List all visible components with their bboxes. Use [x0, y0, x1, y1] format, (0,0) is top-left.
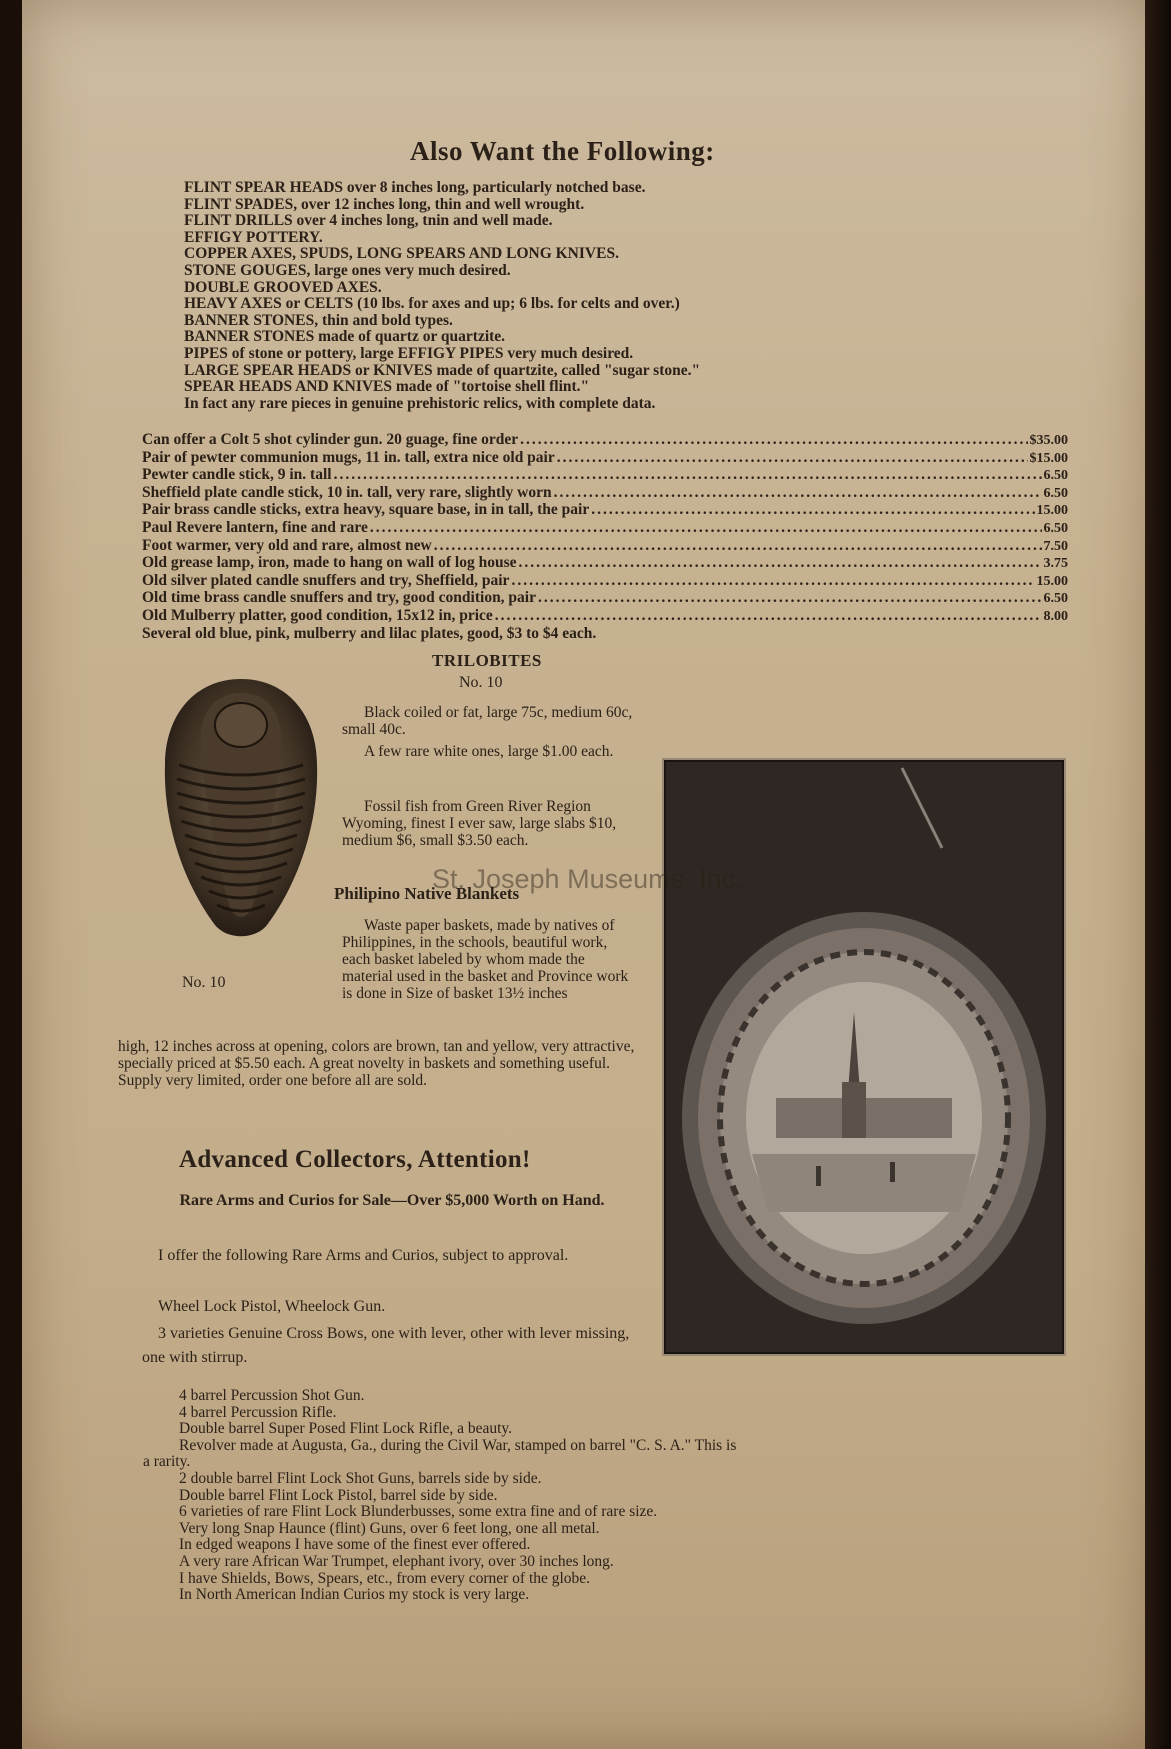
offer-row [142, 538, 1068, 556]
offer-row [142, 485, 1068, 503]
offer-text: Several old blue, pink, mulberry and lilac plates, good, $3 to $4 each. [142, 624, 597, 642]
trilobites-number: No. 10 [459, 674, 503, 691]
catalog-page [22, 0, 1147, 1749]
arms-item: In edged weapons I have some of the finest ever offered. [179, 1536, 531, 1554]
want-item: In fact any rare pieces in genuine prehistoric relics, with complete data. [184, 394, 656, 412]
offer-list [142, 432, 1068, 642]
offer-price: 6.50 [1043, 591, 1068, 607]
arms-list [143, 1387, 1079, 1604]
advanced-collectors-heading: Advanced Collectors, Attention! [179, 1146, 531, 1173]
trilobite-fossil-image [157, 675, 325, 943]
arms-item: In North American Indian Curios my stock is very large. [179, 1586, 530, 1604]
arms-item: a rarity. [143, 1453, 191, 1471]
arms-item: Revolver made at Augusta, Ga., during the Civil War, stamped on barrel "C. S. A." This is [179, 1436, 737, 1454]
trilobites-price-text: Black coiled or fat, large 75c, medium 60c, small 40c. [342, 704, 633, 738]
arms-item: 4 barrel Percussion Rifle. [179, 1403, 337, 1421]
offer-row [142, 626, 1068, 643]
offer-price: 3.75 [1043, 556, 1068, 572]
philipino-text-continued: high, 12 inches across at opening, colors are brown, tan and yellow, very attractive, specially priced at $5.50 each. A great novelty in baskets and something useful. Supply very limited, order one before all are sold. [118, 1038, 635, 1089]
offer-text: Old time brass candle snuffers and try, good condition, pair [142, 589, 536, 607]
wheel-lock-text: Wheel Lock Pistol, Wheelock Gun. [158, 1298, 386, 1315]
arms-item: 4 barrel Percussion Shot Gun. [179, 1387, 365, 1404]
offer-row [142, 520, 1068, 538]
want-item: PIPES of stone or pottery, large EFFIGY PIPES very much desired. [184, 344, 634, 362]
offer-price: 6.50 [1043, 468, 1068, 484]
arms-item: I have Shields, Bows, Spears, etc., from every corner of the globe. [179, 1569, 591, 1587]
offer-row [142, 450, 1068, 468]
offer-text: Pewter candle stick, 9 in. tall [142, 466, 332, 484]
offer-row [142, 573, 1068, 591]
offer-price: 8.00 [1043, 608, 1068, 624]
offer-row [142, 432, 1068, 450]
offer-text: Pair brass candle sticks, extra heavy, square base, in in tall, the pair [142, 501, 590, 519]
philipino-text: Waste paper baskets, made by natives of Philippines, in the schools, beautiful work, each basket labeled by whom made the material used in the basket and Province work is done in Size of basket 13½ inches [342, 917, 629, 1002]
offer-price: $35.00 [1029, 433, 1068, 448]
offer-text: Can offer a Colt 5 shot cylinder gun. 20 guage, fine order [142, 431, 519, 448]
plate-image [666, 762, 1062, 1352]
want-item: DOUBLE GROOVED AXES. [184, 278, 382, 296]
want-item: COPPER AXES, SPUDS, LONG SPEARS AND LONG KNIVES. [184, 245, 619, 263]
white-trilobites-text: A few rare white ones, large $1.00 each. [364, 743, 614, 760]
philipino-heading: Philipino Native Blankets [334, 884, 520, 903]
want-item: BANNER STONES, thin and bold types. [184, 311, 453, 329]
arms-item: 2 double barrel Flint Lock Shot Guns, barrels side by side. [179, 1469, 542, 1487]
want-item: HEAVY AXES or CELTS (10 lbs. for axes and up; 6 lbs. for celts and over.) [184, 295, 680, 313]
offer-text: Old silver plated candle snuffers and try, Sheffield, pair [142, 571, 510, 589]
offer-text: Old Mulberry platter, good condition, 15x12 in, price [142, 606, 493, 624]
offer-price: 15.00 [1036, 573, 1068, 589]
arms-item: Double barrel Super Posed Flint Lock Rifle, a beauty. [179, 1420, 513, 1438]
plate-photograph [664, 760, 1064, 1354]
offer-price: 15.00 [1036, 503, 1068, 519]
want-item: FLINT DRILLS over 4 inches long, tnin and well made. [184, 212, 553, 230]
offer-text: Foot warmer, very old and rare, almost new [142, 536, 432, 554]
trilobites-heading: TRILOBITES [432, 651, 542, 670]
offer-price: 7.50 [1043, 538, 1068, 554]
advanced-intro: I offer the following Rare Arms and Curios, subject to approval. [158, 1247, 569, 1264]
offer-text: Sheffield plate candle stick, 10 in. tall, very rare, slightly worn [142, 483, 552, 501]
want-item: EFFIGY POTTERY. [184, 228, 323, 246]
offer-text: Old grease lamp, iron, made to hang on wall of log house [142, 554, 517, 572]
want-item: LARGE SPEAR HEADS or KNIVES made of quartzite, called "sugar stone." [184, 361, 701, 379]
want-item: SPEAR HEADS AND KNIVES made of "tortoise shell flint." [184, 378, 590, 396]
offer-price: 6.50 [1043, 485, 1068, 501]
offer-row [142, 555, 1068, 573]
offer-row [142, 467, 1068, 485]
fossil-fish-text: Fossil fish from Green River Region Wyoming, finest I ever saw, large slabs $10, medium $6, small $3.50 each. [342, 798, 617, 849]
advanced-subtitle: Rare Arms and Curios for Sale—Over $5,000 Worth on Hand. [179, 1192, 605, 1209]
want-item: FLINT SPADES, over 12 inches long, thin and well wrought. [184, 195, 585, 213]
want-list [184, 180, 944, 412]
watermark: St. Joseph Museums, Inc. [432, 864, 743, 894]
offer-price: $15.00 [1029, 450, 1068, 466]
arms-item: Very long Snap Haunce (flint) Guns, over 6 feet long, one all metal. [179, 1519, 600, 1537]
offer-row [142, 502, 1068, 520]
cross-bows-text: 3 varieties Genuine Cross Bows, one with lever, other with lever missing, one with stirrup. [142, 1325, 630, 1366]
want-item: FLINT SPEAR HEADS over 8 inches long, particularly notched base. [184, 179, 646, 196]
arms-item: 6 varieties of rare Flint Lock Blunderbusses, some extra fine and of rare size. [179, 1503, 658, 1521]
want-item: BANNER STONES made of quartz or quartzite. [184, 328, 506, 346]
fossil-caption: No. 10 [182, 974, 226, 991]
arms-item: Double barrel Flint Lock Pistol, barrel side by side. [179, 1486, 498, 1504]
offer-text: Pair of pewter communion mugs, 11 in. tall, extra nice old pair [142, 448, 555, 466]
want-heading: Also Want the Following: [410, 136, 715, 166]
offer-row [142, 608, 1068, 626]
offer-price: 6.50 [1043, 520, 1068, 536]
offer-text: Paul Revere lantern, fine and rare [142, 518, 368, 536]
want-item: STONE GOUGES, large ones very much desired. [184, 261, 511, 279]
arms-item: A very rare African War Trumpet, elephant ivory, over 30 inches long. [179, 1552, 614, 1570]
offer-row [142, 590, 1068, 608]
book-binding [1145, 0, 1171, 1749]
